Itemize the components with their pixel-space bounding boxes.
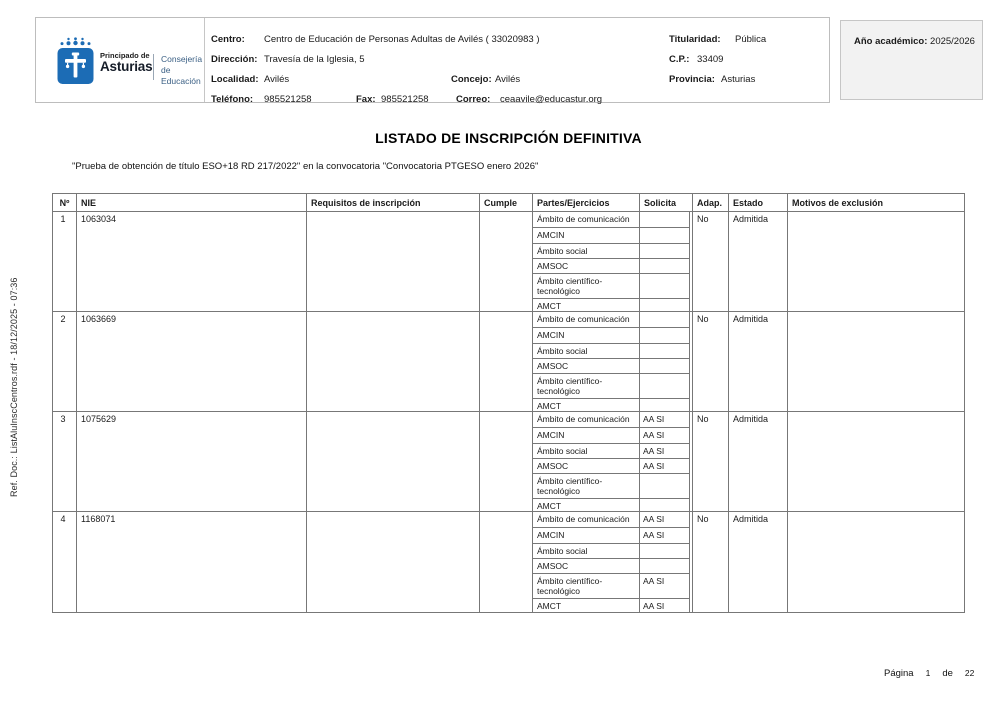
fax-value: 985521258 (381, 94, 429, 105)
parte-row (533, 212, 690, 228)
parte-label-cell: Ámbito científico-tecnológico (533, 274, 640, 298)
correo-label: Correo: (456, 94, 491, 105)
parte-label-cell: AMCT (533, 399, 640, 411)
cp-label: C.P.: (669, 54, 690, 65)
parte-row (533, 499, 690, 511)
parte-label-cell: AMCIN (533, 328, 640, 343)
adap-cell: No (693, 212, 729, 311)
parte-label-cell: Ámbito de comunicación (533, 312, 640, 327)
parte-row (533, 512, 690, 528)
parte-row (533, 228, 690, 244)
parte-row (533, 528, 690, 544)
parte-label-cell: AMSOC (533, 259, 640, 273)
header-partes: Partes/Ejercicios (533, 194, 640, 211)
telefono-label: Teléfono: (211, 94, 254, 105)
parte-label-cell: Ámbito de comunicación (533, 412, 640, 427)
row-num-cell: 4 (53, 512, 77, 612)
parte-row (533, 399, 690, 411)
parte-label-cell: AMCT (533, 599, 640, 612)
solicita-value-cell (640, 544, 690, 558)
motivos-cell (788, 212, 964, 311)
provincia-label: Provincia: (669, 74, 715, 85)
concejo-value: Avilés (495, 74, 521, 85)
academic-year-value: 2025/2026 (930, 36, 975, 47)
page-current: 1 (925, 668, 931, 678)
parte-row (533, 412, 690, 428)
parte-row (533, 599, 690, 612)
partes-subtable-wrap (533, 312, 690, 411)
solicita-value-cell: AA SI (640, 599, 690, 612)
motivos-cell (788, 512, 964, 612)
titularidad-value: Pública (735, 34, 767, 45)
info-row-direccion (36, 51, 829, 66)
header-requisitos: Requisitos de inscripción (307, 194, 480, 211)
page-subtitle: "Prueba de obtención de título ESO+18 RD 217/2022" en la convocatoria "Convocatoria PTGESO enero 2026" (72, 161, 539, 172)
parte-row (533, 374, 690, 399)
telefono-value: 985521258 (264, 94, 312, 105)
parte-label-cell: AMCT (533, 299, 640, 311)
table-body (53, 212, 964, 612)
solicita-value-cell (640, 559, 690, 573)
parte-label-cell: AMSOC (533, 559, 640, 573)
solicita-value-cell: AA SI (640, 512, 690, 527)
partes-subtable-wrap (533, 212, 690, 311)
parte-row (533, 274, 690, 299)
solicita-value-cell: AA SI (640, 459, 690, 473)
direccion-value: Travesía de la Iglesia, 5 (264, 54, 365, 65)
parte-label-cell: Ámbito de comunicación (533, 512, 640, 527)
centro-value: Centro de Educación de Personas Adultas de Avilés ( 33020983 ) (264, 34, 540, 45)
solicita-value-cell: AA SI (640, 528, 690, 543)
parte-label-cell: Ámbito social (533, 444, 640, 458)
solicita-value-cell: AA SI (640, 428, 690, 443)
header-num: Nº (53, 194, 77, 211)
row-num-cell: 2 (53, 312, 77, 411)
estado-cell: Admitida (729, 212, 788, 311)
table-row (53, 212, 964, 312)
parte-label-cell: Ámbito social (533, 244, 640, 258)
academic-year-label: Año académico: (854, 36, 928, 47)
titularidad-label: Titularidad: (669, 34, 721, 45)
header-motivos: Motivos de exclusión (792, 198, 884, 208)
parte-row (533, 259, 690, 274)
solicita-value-cell (640, 499, 690, 511)
page-total: 22 (964, 668, 975, 678)
parte-row (533, 459, 690, 474)
requisitos-cell (307, 412, 480, 511)
adap-cell: No (693, 412, 729, 511)
solicita-value-cell (640, 212, 690, 227)
doc-reference-vertical-text: Ref. Doc.: ListAluInscCentros.rdf - 18/12/2025 - 07:36 (9, 277, 19, 497)
solicita-value-cell (640, 374, 690, 398)
header-solicita: Solicita (640, 194, 693, 211)
parte-label-cell: AMCT (533, 499, 640, 511)
requisitos-cell (307, 312, 480, 411)
provincia-value: Asturias (721, 74, 756, 85)
parte-row (533, 244, 690, 259)
nie-cell: 1063669 (77, 312, 307, 411)
parte-row (533, 344, 690, 359)
solicita-value-cell (640, 328, 690, 343)
parte-label-cell: AMCIN (533, 428, 640, 443)
parte-row (533, 559, 690, 574)
logo-org-small: Principado de (100, 51, 150, 60)
parte-row (533, 474, 690, 499)
row-num-cell: 1 (53, 212, 77, 311)
cumple-cell (480, 212, 533, 311)
solicita-value-cell: AA SI (640, 444, 690, 458)
solicita-value-cell (640, 259, 690, 273)
correo-value: ceaavile@educastur.org (500, 94, 603, 105)
solicita-value-cell (640, 228, 690, 243)
parte-label-cell: Ámbito de comunicación (533, 212, 640, 227)
estado-cell: Admitida (729, 312, 788, 411)
parte-row (533, 359, 690, 374)
parte-label-cell: AMSOC (533, 359, 640, 373)
requisitos-cell (307, 212, 480, 311)
direccion-label: Dirección: (211, 54, 258, 65)
partes-subtable (533, 312, 693, 411)
solicita-value-cell (640, 359, 690, 373)
parte-row (533, 428, 690, 444)
parte-row (533, 574, 690, 599)
header-cumple: Cumple (480, 194, 533, 211)
partes-subtable (533, 412, 693, 511)
table-row (53, 412, 964, 512)
parte-row (533, 328, 690, 344)
center-info-header (35, 17, 830, 103)
academic-year-box (840, 20, 983, 100)
partes-subtable (533, 512, 693, 612)
pagina-label: Página (884, 668, 914, 679)
parte-row (533, 312, 690, 328)
centro-label: Centro: (211, 34, 245, 45)
nie-cell: 1075629 (77, 412, 307, 511)
cumple-cell (480, 312, 533, 411)
partes-subtable-wrap (533, 412, 690, 511)
solicita-value-cell (640, 344, 690, 358)
cumple-cell (480, 412, 533, 511)
cp-value: 33409 (697, 54, 724, 65)
solicita-value-cell (640, 244, 690, 258)
header-nie: NIE (77, 194, 307, 211)
logo-org-big: Asturias (100, 59, 153, 74)
info-row-localidad (36, 74, 829, 86)
solicita-value-cell (640, 474, 690, 498)
parte-label-cell: AMCIN (533, 528, 640, 543)
table-row (53, 512, 964, 612)
parte-label-cell: Ámbito social (533, 544, 640, 558)
parte-label-cell: AMSOC (533, 459, 640, 473)
de-label: de (942, 668, 953, 679)
table-row (53, 312, 964, 412)
nie-cell: 1168071 (77, 512, 307, 612)
solicita-value-cell (640, 274, 690, 298)
motivos-cell (788, 312, 964, 411)
dept-line2: de Educación (161, 65, 201, 86)
parte-label-cell: AMCIN (533, 228, 640, 243)
solicita-value-cell (640, 299, 690, 311)
cumple-cell (480, 512, 533, 612)
parte-row (533, 299, 690, 311)
adap-cell: No (693, 512, 729, 612)
parte-label-cell: Ámbito científico-tecnológico (533, 374, 640, 398)
parte-label-cell: Ámbito científico-tecnológico (533, 574, 640, 598)
solicita-value-cell: AA SI (640, 574, 690, 598)
header-adap: Adap. (693, 194, 729, 211)
motivos-cell (788, 412, 964, 511)
parte-row (533, 444, 690, 459)
fax-label: Fax: (356, 94, 376, 105)
estado-cell: Admitida (729, 512, 788, 612)
solicita-value-cell (640, 399, 690, 411)
parte-row (533, 544, 690, 559)
info-row-telefono (36, 94, 829, 106)
row-num-cell: 3 (53, 412, 77, 511)
parte-label-cell: Ámbito social (533, 344, 640, 358)
info-row-centro (36, 34, 829, 46)
page-footer (884, 668, 974, 679)
table-header-row (53, 194, 964, 212)
nie-cell: 1063034 (77, 212, 307, 311)
partes-subtable-wrap (533, 512, 690, 612)
adap-cell: No (693, 312, 729, 411)
page-title: LISTADO DE INSCRIPCIÓN DEFINITIVA (375, 130, 642, 146)
dept-line1: Consejería (161, 54, 203, 64)
header-estado: Estado (729, 194, 788, 211)
localidad-label: Localidad: (211, 74, 259, 85)
partes-subtable (533, 212, 693, 311)
concejo-label: Concejo: (451, 74, 492, 85)
inscription-table (52, 193, 965, 613)
parte-label-cell: Ámbito científico-tecnológico (533, 474, 640, 498)
localidad-value: Avilés (264, 74, 290, 85)
solicita-value-cell: AA SI (640, 412, 690, 427)
requisitos-cell (307, 512, 480, 612)
solicita-value-cell (640, 312, 690, 327)
estado-cell: Admitida (729, 412, 788, 511)
